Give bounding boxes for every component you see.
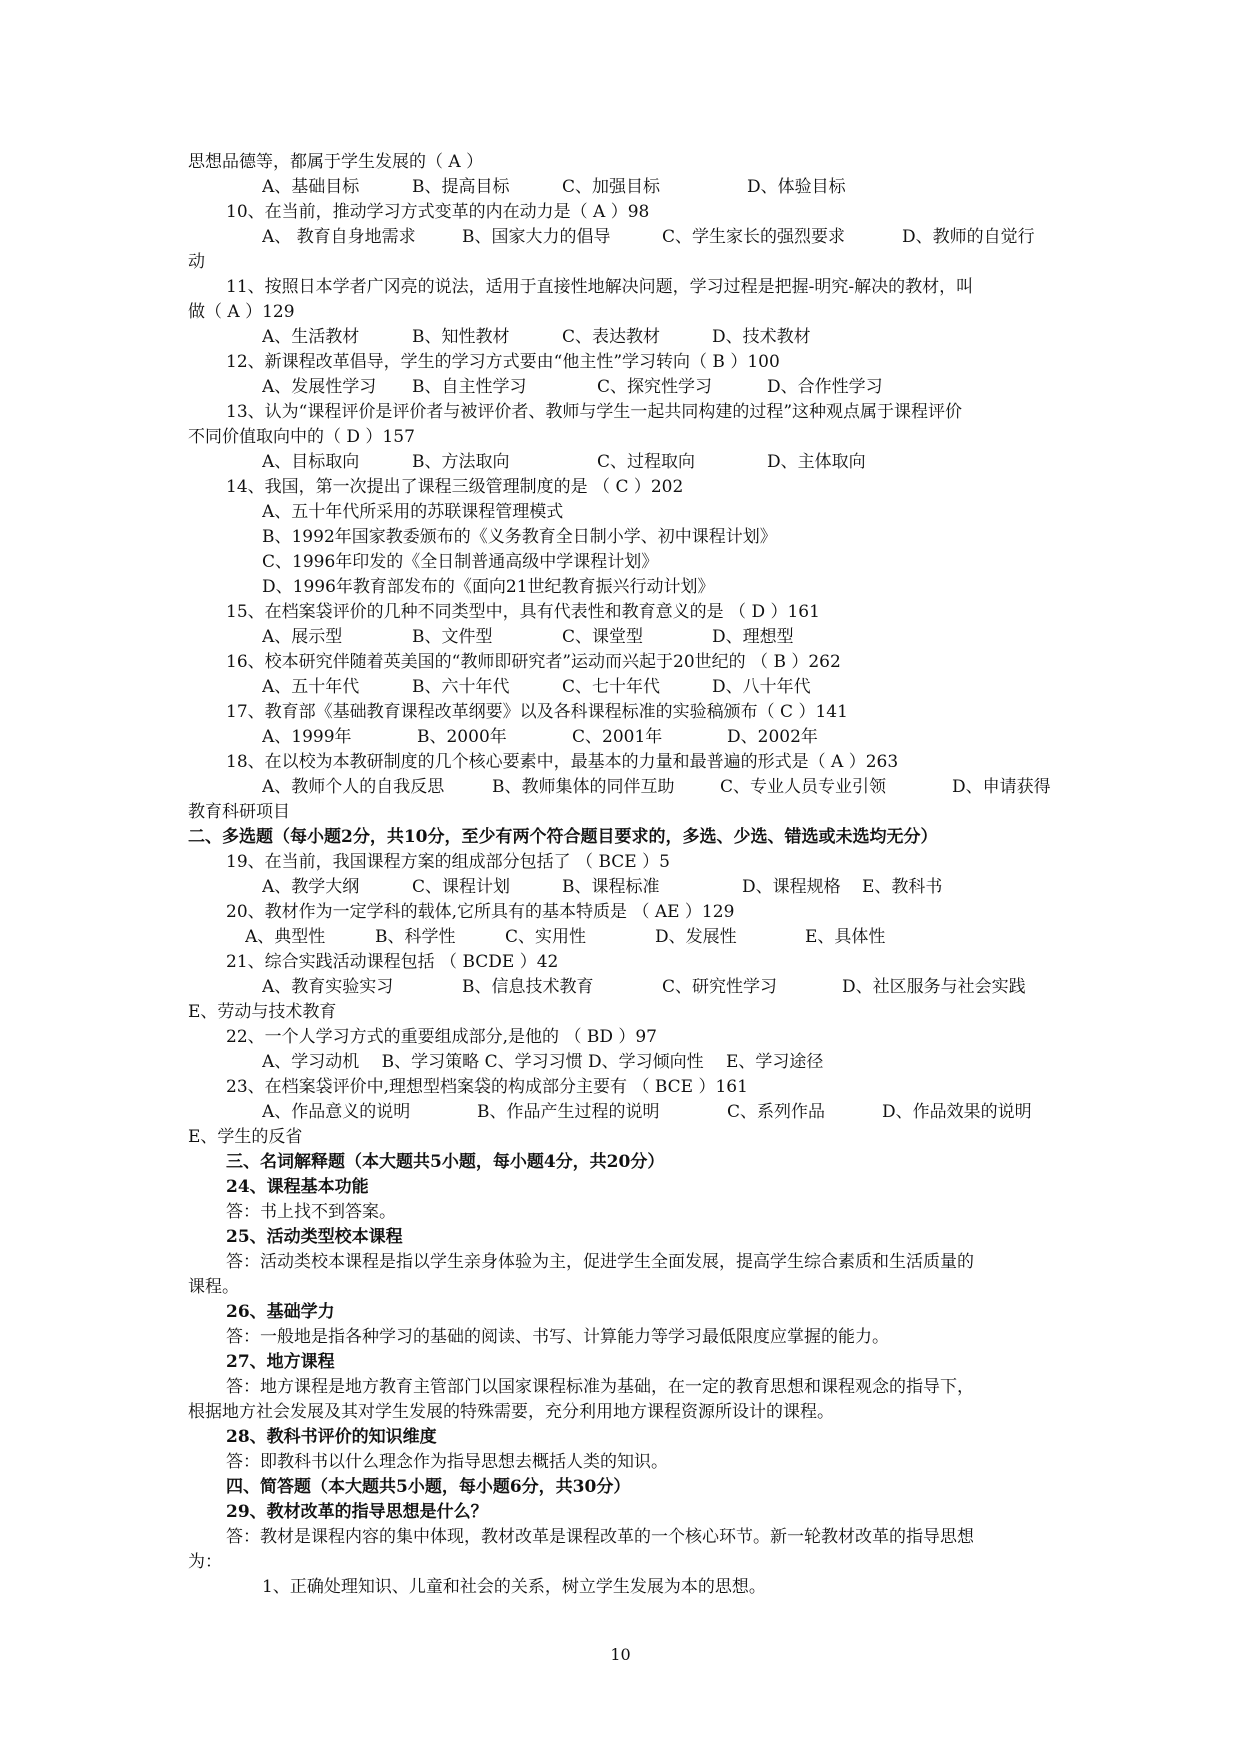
option: D、课程规格 — [742, 877, 841, 897]
question-20: 20、教材作为一定学科的载体,它所具有的基本特质是 （ AE ）129 — [226, 902, 735, 922]
answer-text: 1、正确处理知识、儿童和社会的关系，树立学生发展为本的思想。 — [262, 1577, 766, 1597]
question-16: 16、校本研究伴随着英美国的“教师即研究者”运动而兴起于20世纪的 （ B ）262 — [226, 652, 841, 672]
question-23: 23、在档案袋评价中,理想型档案袋的构成部分主要有 （ BCE ）161 — [226, 1077, 748, 1097]
option: A、教育实验实习 — [262, 977, 394, 997]
option: D、主体取向 — [767, 452, 866, 472]
options-row — [262, 450, 1132, 475]
options-row — [245, 925, 1115, 950]
option: A、典型性 — [245, 927, 326, 947]
options-row — [262, 675, 1132, 700]
option: B、文件型 — [412, 627, 493, 647]
question-heading: 29、教材改革的指导思想是什么？ — [226, 1502, 488, 1522]
option: A、作品意义的说明 — [262, 1102, 411, 1122]
option: B、六十年代 — [412, 677, 510, 697]
option: A、发展性学习 — [262, 377, 377, 397]
option: C、学生家长的强烈要求 — [662, 227, 846, 247]
term-heading: 25、活动类型校本课程 — [226, 1227, 403, 1247]
question-14: 14、我国，第一次提出了课程三级管理制度的是 （ C ）202 — [226, 477, 684, 497]
option: B、2000年 — [417, 727, 507, 747]
term-heading: 26、基础学力 — [226, 1302, 335, 1322]
option: E、教科书 — [862, 877, 943, 897]
option: B、国家大力的倡导 — [462, 227, 611, 247]
option: C、加强目标 — [562, 177, 661, 197]
answer-text: 课程。 — [188, 1277, 239, 1297]
options-row — [262, 175, 1132, 200]
option: B、知性教材 — [412, 327, 510, 347]
option: C、系列作品 — [727, 1102, 826, 1122]
question-11: 11、按照日本学者广冈亮的说法，适用于直接性地解决问题，学习过程是把握-明究-解决的教材，叫 — [226, 277, 974, 297]
options-row — [262, 625, 1132, 650]
question-17: 17、教育部《基础教育课程改革纲要》以及各科课程标准的实验稿颁布（ C ）141 — [226, 702, 848, 722]
option: B、自主性学习 — [412, 377, 527, 397]
option: C、课堂型 — [562, 627, 644, 647]
option: B、课程标准 — [562, 877, 660, 897]
option: B、提高目标 — [412, 177, 510, 197]
option: B、作品产生过程的说明 — [477, 1102, 660, 1122]
text-line: E、学生的反省 — [188, 1127, 303, 1147]
option: B、信息技术教育 — [462, 977, 594, 997]
answer-text: 根据地方社会发展及其对学生发展的特殊需要，充分利用地方课程资源所设计的课程。 — [188, 1402, 834, 1422]
answer-text: 答：活动类校本课程是指以学生亲身体验为主，促进学生全面发展，提高学生综合素质和生活质量的 — [226, 1252, 974, 1272]
options-row — [262, 875, 1132, 900]
option: A、1999年 — [262, 727, 352, 747]
options-row — [262, 1100, 1132, 1125]
option: A、生活教材 — [262, 327, 360, 347]
text-line: 动 — [188, 252, 205, 272]
option: D、体验目标 — [747, 177, 846, 197]
option: D、社区服务与社会实践 — [842, 977, 1026, 997]
option: B、1992年国家教委颁布的《义务教育全日制小学、初中课程计划》 — [262, 527, 777, 547]
option: C、探究性学习 — [597, 377, 713, 397]
section-heading: 三、名词解释题（本大题共5小题，每小题4分，共20分） — [226, 1152, 665, 1172]
text-line: 思想品德等，都属于学生发展的（ A ） — [188, 152, 484, 172]
option: A、展示型 — [262, 627, 343, 647]
option: C、1996年印发的《全日制普通高级中学课程计划》 — [262, 552, 659, 572]
answer-text: 答：书上找不到答案。 — [226, 1202, 396, 1222]
page-number: 10 — [610, 1645, 631, 1664]
text-line: 教育科研项目 — [188, 802, 290, 822]
option: C、课程计划 — [412, 877, 511, 897]
option: B、方法取向 — [412, 452, 510, 472]
text-line: 做（ A ）129 — [188, 302, 295, 322]
question-22: 22、一个人学习方式的重要组成部分,是他的 （ BD ）97 — [226, 1027, 658, 1047]
option: D、2002年 — [727, 727, 818, 747]
options-row — [262, 975, 1132, 1000]
option: A、教学大纲 — [262, 877, 360, 897]
option: C、实用性 — [505, 927, 587, 947]
option: D、八十年代 — [712, 677, 811, 697]
option: D、作品效果的说明 — [882, 1102, 1032, 1122]
section-heading: 二、多选题（每小题2分，共10分，至少有两个符合题目要求的，多选、少选、错选或未选均无分） — [188, 827, 938, 847]
section-heading: 四、简答题（本大题共5小题，每小题6分，共30分） — [226, 1477, 631, 1497]
option: D、技术教材 — [712, 327, 811, 347]
option: C、专业人员专业引领 — [720, 777, 887, 797]
options-row — [262, 325, 1132, 350]
options-row: A、学习动机 B、学习策略 C、学习习惯 D、学习倾向性 E、学习途径 — [262, 1052, 824, 1072]
options-row — [262, 375, 1132, 400]
option: A、基础目标 — [262, 177, 360, 197]
term-heading: 24、课程基本功能 — [226, 1177, 369, 1197]
option: B、教师集体的同伴互助 — [492, 777, 675, 797]
answer-text: 答：教材是课程内容的集中体现，教材改革是课程改革的一个核心环节。新一轮教材改革的指导思想 — [226, 1527, 974, 1547]
text-line: E、劳动与技术教育 — [188, 1002, 337, 1022]
term-heading: 27、地方课程 — [226, 1352, 335, 1372]
option: C、表达教材 — [562, 327, 661, 347]
question-13: 13、认为“课程评价是评价者与被评价者、教师与学生一起共同构建的过程”这种观点属于课程评价 — [226, 402, 963, 422]
question-18: 18、在以校为本教研制度的几个核心要素中，最基本的力量和最普遍的形式是（ A ）263 — [226, 752, 899, 772]
answer-text: 答：一般地是指各种学习的基础的阅读、书写、计算能力等学习最低限度应掌握的能力。 — [226, 1327, 889, 1347]
term-heading: 28、教科书评价的知识维度 — [226, 1427, 437, 1447]
option: A、五十年代所采用的苏联课程管理模式 — [262, 502, 564, 522]
option: E、具体性 — [805, 927, 886, 947]
option: C、2001年 — [572, 727, 663, 747]
options-row — [262, 775, 1132, 800]
option: A、目标取向 — [262, 452, 360, 472]
options-row — [262, 225, 1132, 250]
question-19: 19、在当前，我国课程方案的组成部分包括了 （ BCE ）5 — [226, 852, 670, 872]
option: D、申请获得 — [952, 777, 1051, 797]
options-row — [262, 725, 1132, 750]
option: B、科学性 — [375, 927, 456, 947]
option: D、1996年教育部发布的《面向21世纪教育振兴行动计划》 — [262, 577, 715, 597]
answer-text: 答：地方课程是地方教育主管部门以国家课程标准为基础，在一定的教育思想和课程观念的指导下， — [226, 1377, 974, 1397]
option: D、发展性 — [655, 927, 737, 947]
option: A、教师个人的自我反思 — [262, 777, 445, 797]
answer-text: 为： — [188, 1552, 222, 1572]
option: A、 教育自身地需求 — [262, 227, 416, 247]
question-21: 21、综合实践活动课程包括 （ BCDE ）42 — [226, 952, 559, 972]
option: C、过程取向 — [597, 452, 696, 472]
option: A、五十年代 — [262, 677, 360, 697]
option: D、教师的自觉行 — [902, 227, 1035, 247]
text-line: 不同价值取向中的（ D ）157 — [188, 427, 415, 447]
option: C、研究性学习 — [662, 977, 778, 997]
question-12: 12、新课程改革倡导，学生的学习方式要由“他主性”学习转向（ B ）100 — [226, 352, 780, 372]
option: D、理想型 — [712, 627, 794, 647]
option: C、七十年代 — [562, 677, 661, 697]
question-15: 15、在档案袋评价的几种不同类型中，具有代表性和教育意义的是 （ D ）161 — [226, 602, 820, 622]
answer-text: 答：即教科书以什么理念作为指导思想去概括人类的知识。 — [226, 1452, 668, 1472]
option: D、合作性学习 — [767, 377, 883, 397]
question-10: 10、在当前，推动学习方式变革的内在动力是（ A ）98 — [226, 202, 650, 222]
